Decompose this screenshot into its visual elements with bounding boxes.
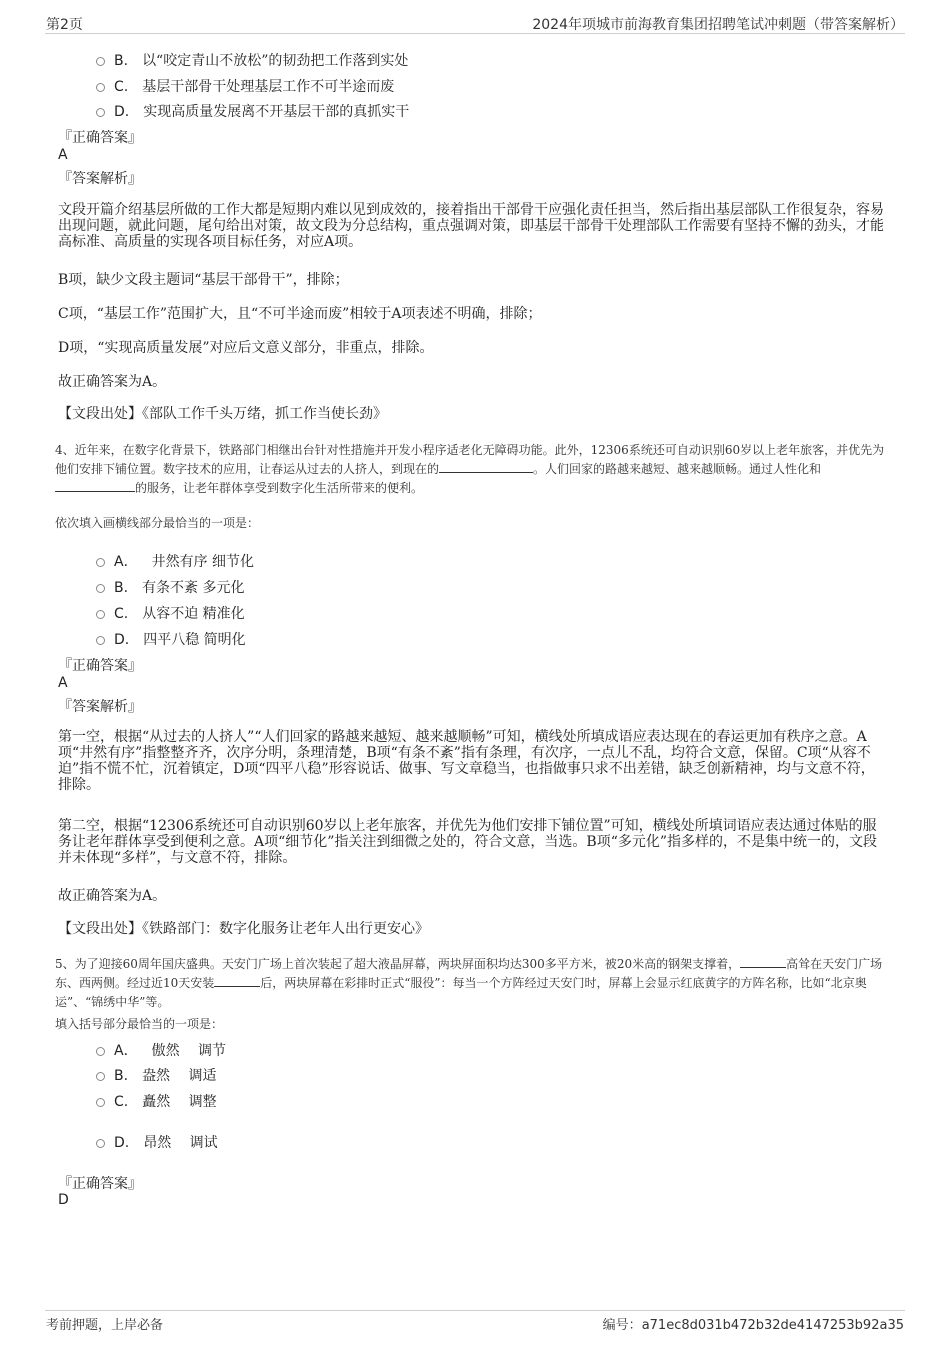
q3-option-b[interactable]: B. 以“咬定青山不放松”的韧劲把工作落到实处 [96,50,408,70]
q3-option-c[interactable]: C. 基层干部骨干处理基层工作不可半途而废 [96,76,394,96]
q4-source: 【文段出处】《铁路部门：数字化服务让老年人出行更安心》 [58,921,429,937]
q4-analysis-label: 『答案解析』 [58,699,142,715]
q5-option-c[interactable]: C. 矗然 调整 [96,1091,217,1111]
radio-icon[interactable] [96,57,105,66]
footer-slogan: 考前押题，上岸必备 [46,1318,164,1333]
radio-icon[interactable] [96,1047,105,1056]
radio-icon[interactable] [96,83,105,92]
q3-source: 【文段出处】《部队工作千头万绪，抓工作当使长劲》 [58,406,387,422]
footer-code: 编号：a71ec8d031b472b32de4147253b92a35 [602,1318,904,1333]
q5-option-d[interactable]: D. 昂然 调试 [96,1132,218,1152]
q5-answer-label: 『正确答案』 [58,1176,142,1192]
q4-prompt: 依次填入画横线部分最恰当的一项是： [55,516,260,530]
radio-icon[interactable] [96,1139,105,1148]
page-number: 第2页 [46,17,83,33]
radio-icon[interactable] [96,610,105,619]
q5-answer-value: D [58,1192,69,1208]
q3-analysis-label: 『答案解析』 [58,171,142,187]
q3-answer-value: A [58,147,68,163]
q4-option-c[interactable]: C. 从容不迫 精准化 [96,603,245,623]
q5-blank-2 [214,974,260,987]
q3-option-d[interactable]: D. 实现高质量发展离不开基层干部的真抓实干 [96,101,409,121]
q4-option-b[interactable]: B. 有条不紊 多元化 [96,577,245,597]
q4-answer-value: A [58,675,68,691]
footer-divider [45,1310,905,1311]
q5-prompt: 填入括号部分最恰当的一项是： [55,1017,224,1031]
q3-analysis-option-b: B项，缺少文段主题词“基层干部骨干”，排除； [58,272,349,288]
radio-icon[interactable] [96,1072,105,1081]
q5-option-b[interactable]: B. 盎然 调适 [96,1065,217,1085]
q5-stem: 5、为了迎接60周年国庆盛典。天安门广场上首次装起了超大液晶屏幕，两块屏面积均达300多平方米，被20米高的钢架支撑着， 高耸在天安门广场东、西两侧。经过近10天安装 后，两块屏幕在彩排时正式“服役”：每当一个方阵经过天安门时，屏幕上会显示红底黄字的方阵名称，比如“北京奥运”、“锦绣中华”等。 [55,957,883,1009]
q3-conclusion: 故正确答案为A。 [58,374,167,390]
radio-icon[interactable] [96,558,105,567]
q4-option-d[interactable]: D. 四平八稳 简明化 [96,629,246,649]
q4-blank-1 [439,460,533,473]
q4-answer-label: 『正确答案』 [58,658,142,674]
radio-icon[interactable] [96,584,105,593]
q4-option-a[interactable]: A． 井然有序 细节化 [96,551,254,571]
radio-icon[interactable] [96,108,105,117]
q5-option-a[interactable]: A． 傲然 调节 [96,1040,226,1060]
q4-blank-2 [55,479,135,492]
header-divider [45,33,905,34]
q3-answer-label: 『正确答案』 [58,130,142,146]
q3-analysis-option-d: D项，“实现高质量发展”对应后文意义部分，非重点，排除。 [58,340,434,356]
q4-analysis-second-blank: 第二空，根据“12306系统还可自动识别60岁以上老年旅客，并优先为他们安排下铺位置”可知，横线处所填词语应表达通过体贴的服务让老年群体享受到便利之意。A项“细节化”指关注到细微之处的，符合文意，当选。B项“多元化”指多样的，不是集中统一的，文段并未体现“多样”，与文意不符，排除。 [58,818,878,866]
q3-analysis-option-c: C项，“基层工作”范围扩大，且“不可半途而废”相较于A项表述不明确，排除； [58,306,542,322]
q3-analysis-paragraph: 文段开篇介绍基层所做的工作大都是短期内难以见到成效的，接着指出干部骨干应强化责任担当，然后指出基层部队工作很复杂，容易出现问题，就此问题，尾句给出对策，故文段为分总结构，重点强调对策，即基层干部骨干处理部队工作需要有坚持不懈的劲头，才能高标准、高质量的实现各项目标任务，对应A项。 [58,202,884,250]
document-title: 2024年项城市前海教育集团招聘笔试冲刺题（带答案解析） [532,17,904,33]
q4-analysis-first-blank: 第一空，根据“从过去的人挤人”“人们回家的路越来越短、越来越顺畅”可知，横线处所填成语应表达现在的春运更加有秩序之意。A项“井然有序”指整整齐齐，次序分明，条理清楚，B项“有条不紊”指有条理，有次序，一点儿不乱，均符合文意，保留。C项“从容不迫”指不慌不忙，沉着镇定，D项“四平八稳”形容说话、做事、写文章稳当，也指做事只求不出差错，缺乏创新精神，均与文意不符，排除。 [58,729,875,793]
q5-blank-1 [740,955,786,968]
q4-conclusion: 故正确答案为A。 [58,888,167,904]
radio-icon[interactable] [96,1098,105,1107]
q4-stem: 4、近年来，在数字化背景下，铁路部门相继出台针对性措施并开发小程序适老化无障碍功能。此外，12306系统还可自动识别60岁以上老年旅客，并优先为他们安排下铺位置。数字技术的应用，让春运从过去的人挤人，到现在的 。人们回家的路越来越短、越来越顺畅。通过人性化和的服务，让老年群体享受到数字化生活所带来的便利。 [55,443,885,495]
radio-icon[interactable] [96,636,105,645]
